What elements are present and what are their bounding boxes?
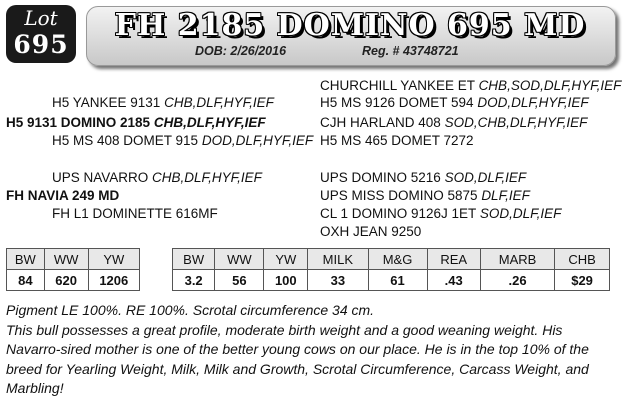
pigment-scrotal-note: Pigment LE 100%. RE 100%. Scrotal circumference 34 cm.: [6, 302, 375, 318]
actuals-value-row: [7, 270, 140, 291]
epd-header-cell: REA: [427, 249, 480, 270]
pedigree-codes: SOD,DLF,IEF: [444, 170, 527, 185]
pedigree-sire-sire-dam: [320, 95, 589, 111]
actuals-value-cell: 1206: [88, 270, 139, 291]
pedigree-codes: CHB,DLF,HYF,IEF: [164, 95, 274, 110]
actuals-header-cell: BW: [7, 249, 45, 270]
lot-badge: [6, 5, 76, 63]
pedigree-codes: SOD,CHB,DLF,HYF,IEF: [444, 115, 588, 130]
pedigree-codes: DLF,IEF: [481, 188, 530, 203]
lot-label: Lot: [24, 6, 58, 30]
pedigree-sire-dam-sire: [320, 115, 587, 131]
epd-value-cell: $29: [555, 270, 610, 291]
pedigree-codes: CHB,DLF,HYF,IEF: [153, 115, 266, 130]
actuals-value-cell: 84: [7, 270, 45, 291]
pedigree-codes: SOD,DLF,IEF: [479, 206, 562, 221]
epd-value-cell: .26: [480, 270, 554, 291]
pedigree-name: H5 MS 465 DOMET 7272: [320, 133, 474, 148]
pedigree-dam: [6, 188, 119, 204]
pedigree-codes: DOD,DLF,HYF,IEF: [201, 133, 314, 148]
epd-header-cell: YW: [264, 249, 308, 270]
epd-value-cell: 100: [264, 270, 308, 291]
pedigree-name: H5 YANKEE 9131: [52, 95, 161, 110]
pedigree-sire: [6, 115, 266, 131]
epd-value-cell: 56: [215, 270, 264, 291]
pedigree-name: CJH HARLAND 408: [320, 115, 441, 130]
pedigree-codes: CHB,SOD,DLF,HYF,IEF: [478, 78, 622, 93]
bull-name: FH 2185 DOMINO 695 MD: [114, 8, 586, 43]
epd-header-cell: BW: [173, 249, 215, 270]
epd-header-cell: WW: [215, 249, 264, 270]
pedigree-name: CL 1 DOMINO 9126J 1ET: [320, 206, 477, 221]
pedigree-sire-dam: [52, 133, 313, 149]
pedigree-name: OXH JEAN 9250: [320, 224, 422, 239]
pedigree-codes: CHB,DLF,HYF,IEF: [152, 170, 262, 185]
pedigree-sire-dam-dam: [320, 133, 474, 149]
epd-value-cell: 61: [368, 270, 427, 291]
epd-value-cell: .43: [427, 270, 480, 291]
pedigree-name: UPS NAVARRO: [52, 170, 149, 185]
actuals-table: [6, 248, 140, 291]
pedigree-dam-sire-dam: [320, 188, 530, 204]
epd-header-cell: CHB: [555, 249, 610, 270]
pedigree-name: H5 MS 9126 DOMET 594: [320, 95, 474, 110]
pedigree-sire-sire: [52, 95, 274, 111]
pedigree-codes: DOD,DLF,HYF,IEF: [477, 95, 589, 110]
pedigree-dam-dam-dam: [320, 224, 421, 240]
epd-header-cell: MARB: [480, 249, 554, 270]
pedigree-sire-sire-sire: [320, 78, 621, 94]
epd-value-cell: 33: [308, 270, 368, 291]
pedigree-name: UPS MISS DOMINO 5875: [320, 188, 478, 203]
epd-header-cell: MILK: [308, 249, 368, 270]
epd-value-cell: 3.2: [173, 270, 215, 291]
description-paragraph: This bull possesses a great profile, moderate birth weight and a good weaning weight. His Navarro-sired mother is one of the better young cows on our place. He is in the top 10% of the breed for Yearling Weight, Milk, Milk and Growth, Scrotal Circumference, Carcass Weight, and Marbling!: [6, 321, 589, 396]
pedigree-name: H5 9131 DOMINO 2185: [6, 115, 151, 130]
pedigree-dam-dam: [52, 206, 218, 222]
pedigree-name: UPS DOMINO 5216: [320, 170, 441, 185]
actuals-value-cell: 620: [44, 270, 88, 291]
epd-header-row: [173, 249, 610, 270]
dob-text: DOB: 2/26/2016: [195, 44, 287, 58]
epd-table: [172, 248, 610, 291]
actuals-header-cell: YW: [88, 249, 139, 270]
registration-number: Reg. # 43748721: [362, 44, 459, 58]
pedigree-name: FH L1 DOMINETTE 616MF: [52, 206, 218, 221]
pedigree-dam-sire-sire: [320, 170, 526, 186]
epd-header-cell: M&G: [368, 249, 427, 270]
pedigree-dam-dam-sire: [320, 206, 561, 222]
pedigree-dam-sire: [52, 170, 262, 186]
lot-number: 695: [13, 30, 69, 59]
pedigree-name: FH NAVIA 249 MD: [6, 188, 120, 203]
epd-value-row: [173, 270, 610, 291]
pedigree-name: CHURCHILL YANKEE ET: [320, 78, 475, 93]
actuals-header-cell: WW: [44, 249, 88, 270]
pedigree-name: H5 MS 408 DOMET 915: [52, 133, 199, 148]
actuals-header-row: [7, 249, 140, 270]
description: [6, 301, 618, 399]
